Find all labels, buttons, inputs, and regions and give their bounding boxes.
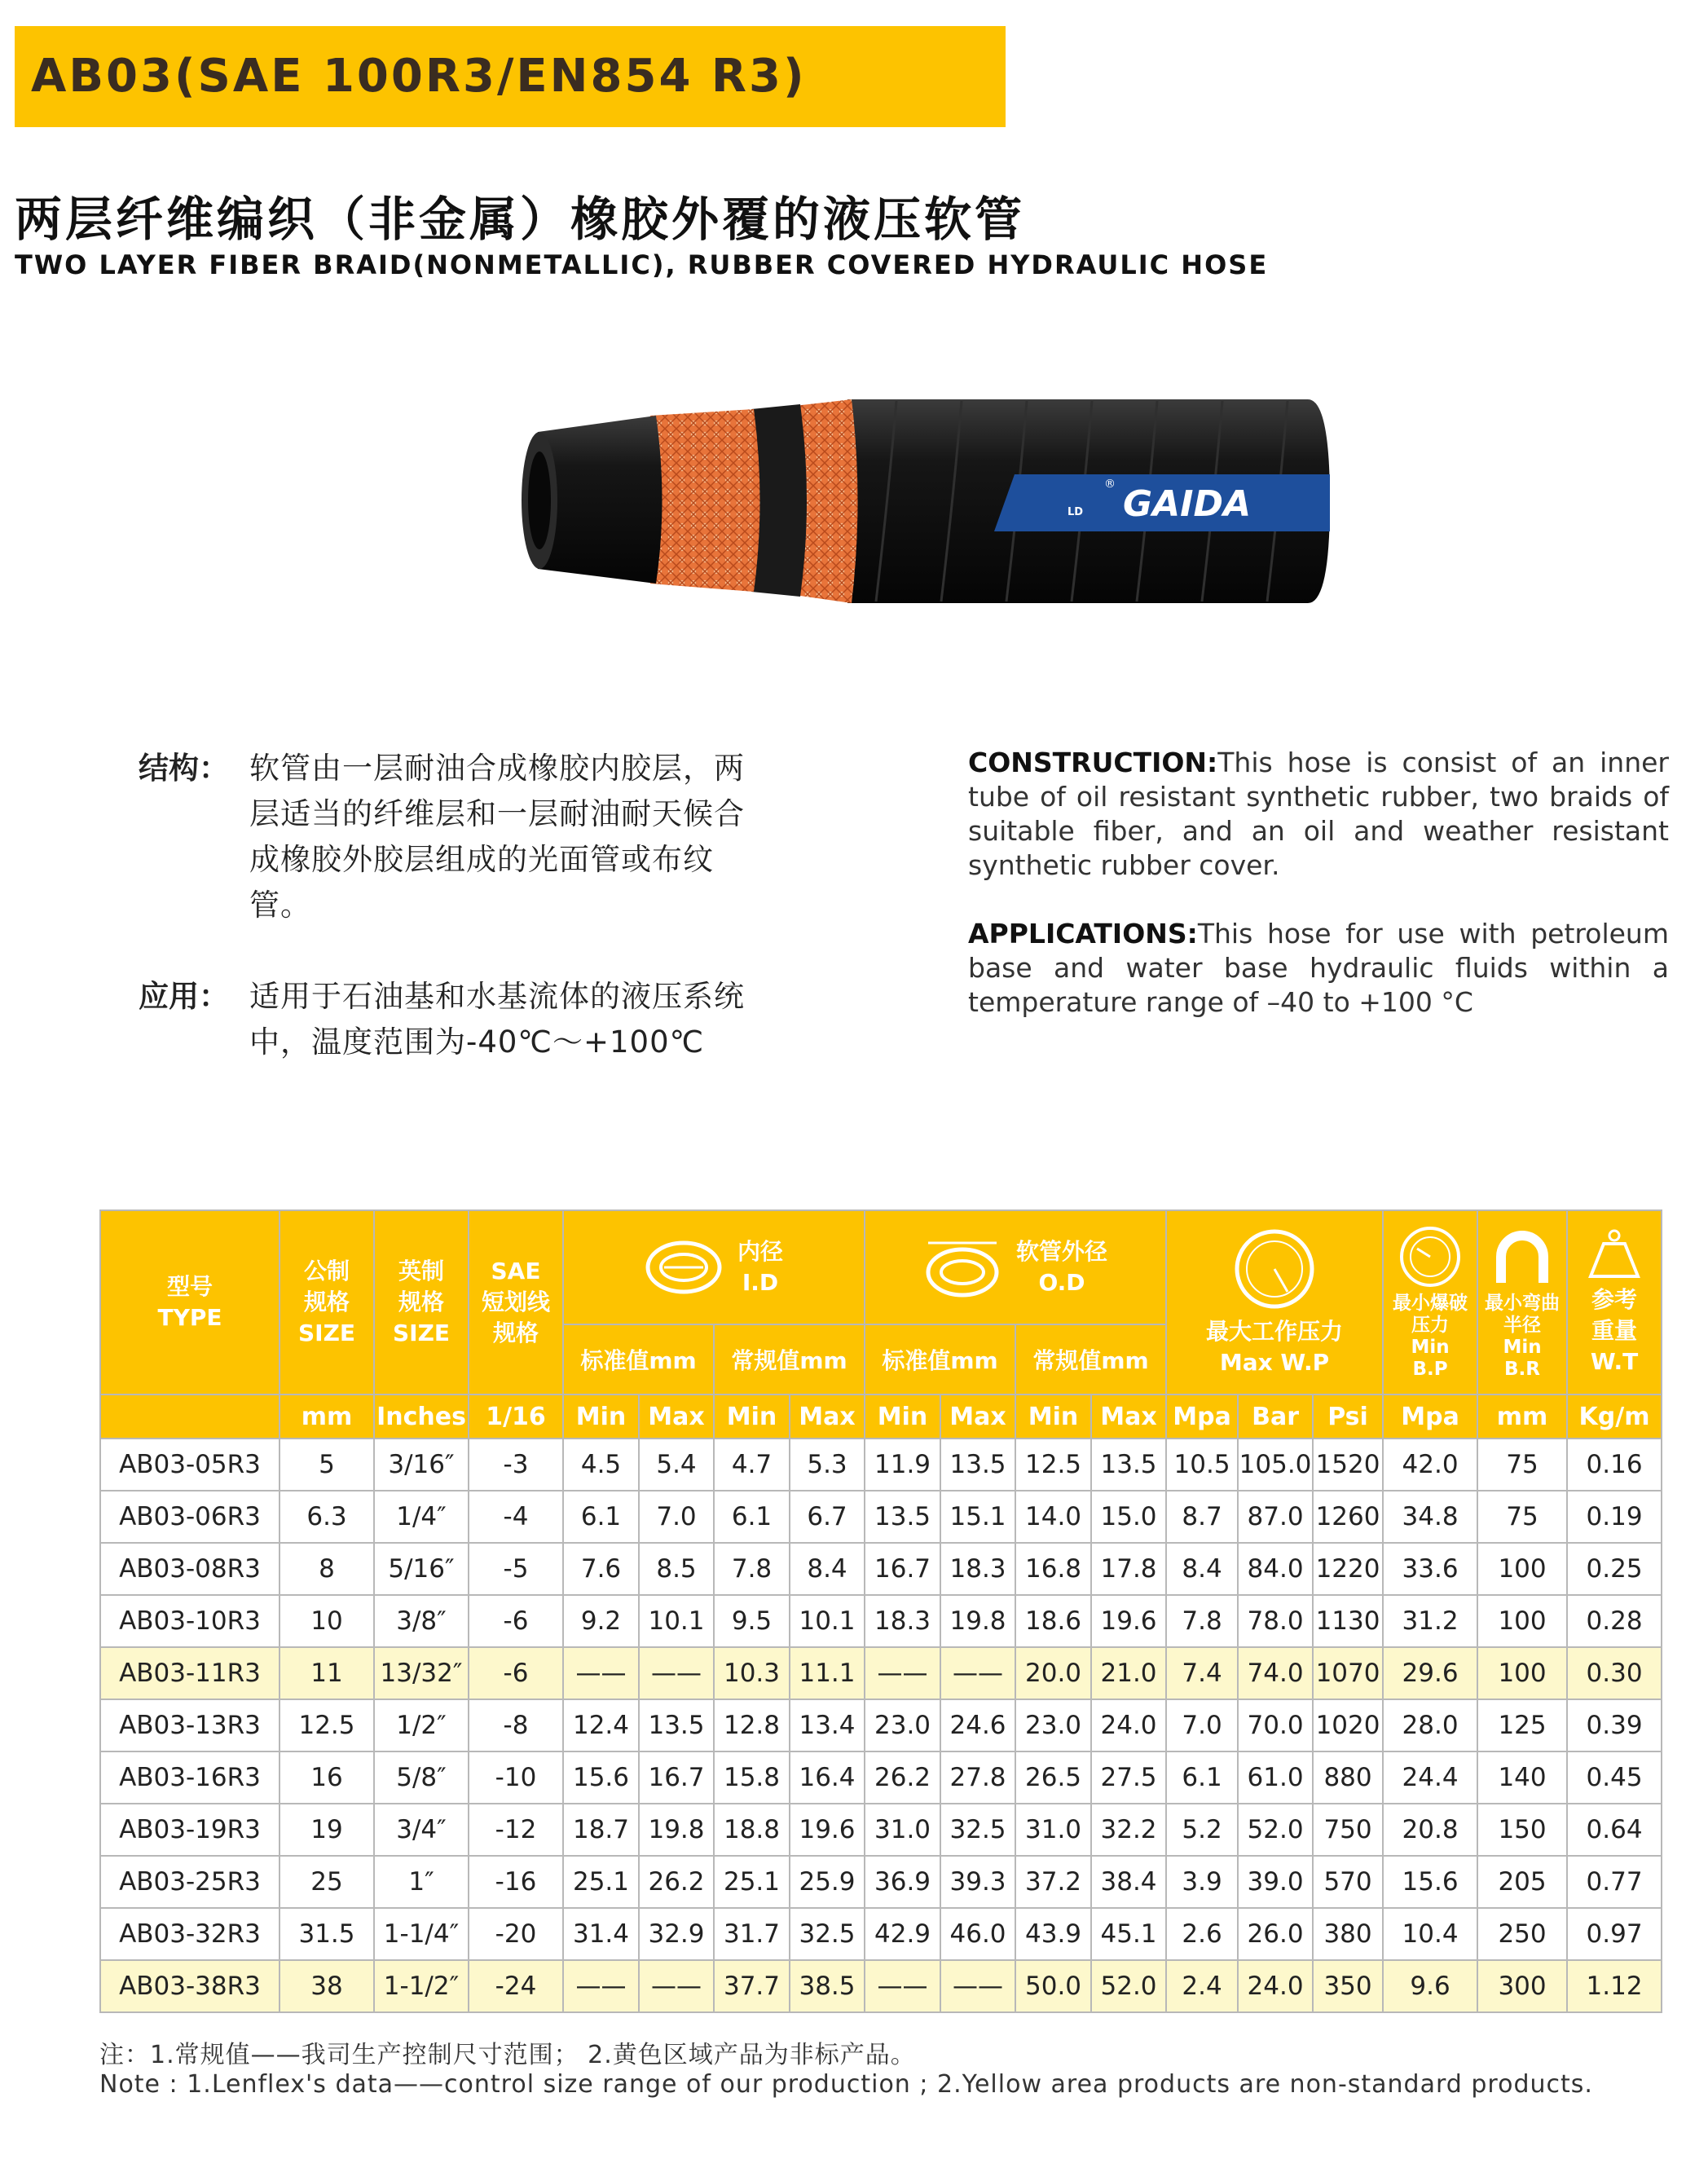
table-cell: -4 xyxy=(469,1491,563,1543)
table-cell: 75 xyxy=(1477,1439,1567,1491)
table-cell: 32.5 xyxy=(790,1908,865,1960)
type-cell: AB03-08R3 xyxy=(100,1543,280,1595)
application-cn-line: 中，温度范围为-40℃～+100℃ xyxy=(249,1024,705,1060)
table-cell: 31.7 xyxy=(714,1908,790,1960)
table-cell: 28.0 xyxy=(1383,1699,1477,1751)
header-od-regular: 常规值mm xyxy=(1015,1324,1166,1395)
table-cell: -5 xyxy=(469,1543,563,1595)
table-cell: 0.64 xyxy=(1567,1804,1662,1856)
applications-en-text: This hose for use with petroleum base and water base hydraulic fluids within a temperature range of –40 to +100 °C xyxy=(968,918,1669,1018)
table-cell: 13.5 xyxy=(1091,1439,1166,1491)
table-cell: 7.8 xyxy=(1166,1595,1238,1647)
table-cell: 0.28 xyxy=(1567,1595,1662,1647)
type-cell: AB03-38R3 xyxy=(100,1960,280,2012)
table-cell: 5.4 xyxy=(639,1439,714,1491)
table-cell: 13.5 xyxy=(940,1439,1015,1491)
table-cell: —— xyxy=(940,1647,1015,1699)
table-cell: 1.12 xyxy=(1567,1960,1662,2012)
table-cell: 42.9 xyxy=(865,1908,940,1960)
table-cell: 3/16″ xyxy=(374,1439,469,1491)
table-cell: 2.6 xyxy=(1166,1908,1238,1960)
table-cell: 0.39 xyxy=(1567,1699,1662,1751)
table-cell: 14.0 xyxy=(1015,1491,1091,1543)
title-banner xyxy=(15,26,1006,127)
table-cell: 1070 xyxy=(1313,1647,1383,1699)
table-cell: 7.8 xyxy=(714,1543,790,1595)
table-cell: 24.4 xyxy=(1383,1751,1477,1804)
table-cell: 10.1 xyxy=(639,1595,714,1647)
table-cell: 6.1 xyxy=(714,1491,790,1543)
unit-cell: Kg/m xyxy=(1567,1395,1662,1439)
table-cell: 52.0 xyxy=(1238,1804,1313,1856)
table-cell: 205 xyxy=(1477,1856,1567,1908)
table-cell: 0.16 xyxy=(1567,1439,1662,1491)
table-cell: 0.19 xyxy=(1567,1491,1662,1543)
pressure-gauge-icon xyxy=(1232,1227,1317,1311)
table-cell: 7.4 xyxy=(1166,1647,1238,1699)
table-cell: 750 xyxy=(1313,1804,1383,1856)
type-cell: AB03-32R3 xyxy=(100,1908,280,1960)
header-od-standard: 标准值mm xyxy=(865,1324,1015,1395)
hose-cutaway-image xyxy=(505,383,1336,619)
table-cell: -12 xyxy=(469,1804,563,1856)
table-row xyxy=(100,1960,1662,2012)
table-cell: 350 xyxy=(1313,1960,1383,2012)
table-cell: 21.0 xyxy=(1091,1647,1166,1699)
header-working-pressure: 最大工作压力 Max W.P xyxy=(1166,1210,1383,1395)
table-cell: 140 xyxy=(1477,1751,1567,1804)
header-size-inch: 英制 规格 SIZE xyxy=(374,1210,469,1395)
unit-cell: Max xyxy=(940,1395,1015,1439)
table-cell: 8.4 xyxy=(1166,1543,1238,1595)
table-row xyxy=(100,1647,1662,1699)
header-bend-radius: 最小弯曲 半径 Min B.R xyxy=(1477,1210,1567,1395)
table-cell: 105.0 xyxy=(1238,1439,1313,1491)
table-cell: 5/8″ xyxy=(374,1751,469,1804)
construction-cn-line: 管。 xyxy=(249,888,311,923)
unit-cell: Min xyxy=(1015,1395,1091,1439)
table-cell: 37.2 xyxy=(1015,1856,1091,1908)
construction-en xyxy=(968,746,1669,883)
spec-table xyxy=(99,1209,1662,2013)
table-cell: 19.8 xyxy=(940,1595,1015,1647)
table-cell: 4.5 xyxy=(563,1439,639,1491)
unit-cell: mm xyxy=(1477,1395,1567,1439)
table-cell: 12.5 xyxy=(280,1699,374,1751)
table-cell: —— xyxy=(563,1960,639,2012)
table-cell: 1-1/2″ xyxy=(374,1960,469,2012)
unit-cell: Bar xyxy=(1238,1395,1313,1439)
table-cell: 10.1 xyxy=(790,1595,865,1647)
table-cell: 3/4″ xyxy=(374,1804,469,1856)
brand-name: GAIDA xyxy=(1123,483,1252,525)
table-cell: 32.9 xyxy=(639,1908,714,1960)
unit-cell: Mpa xyxy=(1166,1395,1238,1439)
type-cell: AB03-13R3 xyxy=(100,1699,280,1751)
table-cell: 12.8 xyxy=(714,1699,790,1751)
table-cell: 26.0 xyxy=(1238,1908,1313,1960)
table-cell: 18.7 xyxy=(563,1804,639,1856)
table-cell: 50.0 xyxy=(1015,1960,1091,2012)
table-row xyxy=(100,1908,1662,1960)
table-cell: 3.9 xyxy=(1166,1856,1238,1908)
svg-text:LD: LD xyxy=(1068,506,1084,518)
bend-radius-icon xyxy=(1490,1224,1555,1289)
header-size-metric: 公制 规格 SIZE xyxy=(280,1210,374,1395)
product-title-cn: 两层纤维编织（非金属）橡胶外覆的液压软管 xyxy=(15,192,1026,247)
table-cell: 1020 xyxy=(1313,1699,1383,1751)
table-cell: 1-1/4″ xyxy=(374,1908,469,1960)
table-cell: 5/16″ xyxy=(374,1543,469,1595)
unit-type-blank xyxy=(100,1395,280,1439)
table-cell: 78.0 xyxy=(1238,1595,1313,1647)
table-cell: 19.6 xyxy=(790,1804,865,1856)
table-cell: 300 xyxy=(1477,1960,1567,2012)
table-cell: 24.0 xyxy=(1091,1699,1166,1751)
table-cell: 9.5 xyxy=(714,1595,790,1647)
table-cell: -3 xyxy=(469,1439,563,1491)
table-cell: 20.8 xyxy=(1383,1804,1477,1856)
inner-diameter-icon xyxy=(645,1235,723,1300)
table-cell: 7.0 xyxy=(639,1491,714,1543)
table-cell: -8 xyxy=(469,1699,563,1751)
table-cell: 5.2 xyxy=(1166,1804,1238,1856)
table-cell: 0.45 xyxy=(1567,1751,1662,1804)
table-cell: 36.9 xyxy=(865,1856,940,1908)
table-cell: 31.0 xyxy=(1015,1804,1091,1856)
construction-cn-label: 结构： xyxy=(139,751,229,786)
table-cell: 45.1 xyxy=(1091,1908,1166,1960)
unit-cell: Mpa xyxy=(1383,1395,1477,1439)
table-cell: 13.5 xyxy=(865,1491,940,1543)
table-cell: 11.1 xyxy=(790,1647,865,1699)
unit-cell: Max xyxy=(639,1395,714,1439)
table-cell: 24.6 xyxy=(940,1699,1015,1751)
table-cell: 3/8″ xyxy=(374,1595,469,1647)
construction-cn-line: 层适当的纤维层和一层耐油耐天候合 xyxy=(249,796,745,831)
table-cell: —— xyxy=(563,1647,639,1699)
table-cell: 1/4″ xyxy=(374,1491,469,1543)
unit-cell: mm xyxy=(280,1395,374,1439)
table-cell: 39.0 xyxy=(1238,1856,1313,1908)
table-cell: -6 xyxy=(469,1595,563,1647)
table-cell: 70.0 xyxy=(1238,1699,1313,1751)
table-cell: 15.6 xyxy=(563,1751,639,1804)
table-cell: 52.0 xyxy=(1091,1960,1166,2012)
table-cell: 1220 xyxy=(1313,1543,1383,1595)
table-cell: 5 xyxy=(280,1439,374,1491)
table-cell: 18.8 xyxy=(714,1804,790,1856)
table-row xyxy=(100,1751,1662,1804)
table-cell: 11.9 xyxy=(865,1439,940,1491)
table-cell: 46.0 xyxy=(940,1908,1015,1960)
header-burst-pressure: 最小爆破 压力 Min B.P xyxy=(1383,1210,1477,1395)
table-cell: 31.2 xyxy=(1383,1595,1477,1647)
table-cell: 18.6 xyxy=(1015,1595,1091,1647)
table-cell: 6.1 xyxy=(563,1491,639,1543)
application-cn-label: 应用： xyxy=(139,979,229,1014)
table-cell: —— xyxy=(865,1647,940,1699)
type-cell: AB03-25R3 xyxy=(100,1856,280,1908)
table-cell: 100 xyxy=(1477,1595,1567,1647)
table-row xyxy=(100,1543,1662,1595)
table-cell: 16.7 xyxy=(865,1543,940,1595)
table-cell: 1″ xyxy=(374,1856,469,1908)
table-cell: 27.5 xyxy=(1091,1751,1166,1804)
table-cell: 20.0 xyxy=(1015,1647,1091,1699)
spec-table-body xyxy=(100,1439,1662,2012)
applications-en-label: APPLICATIONS: xyxy=(968,918,1198,950)
table-cell: 0.25 xyxy=(1567,1543,1662,1595)
unit-cell: Max xyxy=(790,1395,865,1439)
header-od: 软管外径 O.D xyxy=(865,1210,1166,1324)
table-cell: 9.6 xyxy=(1383,1960,1477,2012)
table-cell: 31.5 xyxy=(280,1908,374,1960)
table-cell: —— xyxy=(639,1647,714,1699)
table-cell: 0.30 xyxy=(1567,1647,1662,1699)
application-cn-line: 适用于石油基和水基流体的液压系统 xyxy=(249,979,745,1014)
header-weight: 参考 重量 W.T xyxy=(1567,1210,1662,1395)
table-cell: 25.1 xyxy=(714,1856,790,1908)
table-cell: 6.7 xyxy=(790,1491,865,1543)
table-cell: 15.0 xyxy=(1091,1491,1166,1543)
table-cell: 1260 xyxy=(1313,1491,1383,1543)
unit-cell: Psi xyxy=(1313,1395,1383,1439)
table-cell: 5.3 xyxy=(790,1439,865,1491)
type-cell: AB03-19R3 xyxy=(100,1804,280,1856)
table-cell: 19 xyxy=(280,1804,374,1856)
table-cell: 74.0 xyxy=(1238,1647,1313,1699)
construction-en-text: This hose is consist of an inner tube of oil resistant synthetic rubber, two braids of suitable fiber, and an oil and weather resistant synthetic rubber cover. xyxy=(968,747,1669,881)
table-row xyxy=(100,1439,1662,1491)
table-cell: 13/32″ xyxy=(374,1647,469,1699)
table-cell: 10 xyxy=(280,1595,374,1647)
table-cell: 13.5 xyxy=(639,1699,714,1751)
table-cell: 16 xyxy=(280,1751,374,1804)
table-cell: —— xyxy=(639,1960,714,2012)
type-cell: AB03-05R3 xyxy=(100,1439,280,1491)
table-row xyxy=(100,1804,1662,1856)
table-cell: 17.8 xyxy=(1091,1543,1166,1595)
product-title-en: TWO LAYER FIBER BRAID(NONMETALLIC), RUBBER COVERED HYDRAULIC HOSE xyxy=(15,249,1269,280)
table-cell: 0.97 xyxy=(1567,1908,1662,1960)
table-cell: 6.1 xyxy=(1166,1751,1238,1804)
table-cell: 570 xyxy=(1313,1856,1383,1908)
table-cell: -16 xyxy=(469,1856,563,1908)
table-cell: 100 xyxy=(1477,1543,1567,1595)
construction-cn-line: 软管由一层耐油合成橡胶内胶层，两 xyxy=(249,751,745,786)
table-cell: 29.6 xyxy=(1383,1647,1477,1699)
table-cell: 26.5 xyxy=(1015,1751,1091,1804)
unit-cell: Min xyxy=(563,1395,639,1439)
table-cell: -20 xyxy=(469,1908,563,1960)
table-cell: 87.0 xyxy=(1238,1491,1313,1543)
table-cell: 75 xyxy=(1477,1491,1567,1543)
table-cell: 16.7 xyxy=(639,1751,714,1804)
table-cell: 2.4 xyxy=(1166,1960,1238,2012)
header-id-regular: 常规值mm xyxy=(714,1324,865,1395)
table-cell: 31.4 xyxy=(563,1908,639,1960)
table-cell: —— xyxy=(865,1960,940,2012)
table-cell: 1/2″ xyxy=(374,1699,469,1751)
table-cell: 13.4 xyxy=(790,1699,865,1751)
table-cell: 16.8 xyxy=(1015,1543,1091,1595)
table-cell: 26.2 xyxy=(865,1751,940,1804)
table-cell: 250 xyxy=(1477,1908,1567,1960)
table-cell: 16.4 xyxy=(790,1751,865,1804)
model-title: AB03(SAE 100R3/EN854 R3) xyxy=(31,50,807,103)
table-cell: 100 xyxy=(1477,1647,1567,1699)
applications-en xyxy=(968,917,1669,1020)
table-cell: 18.3 xyxy=(865,1595,940,1647)
table-cell: 23.0 xyxy=(1015,1699,1091,1751)
unit-cell: Max xyxy=(1091,1395,1166,1439)
table-cell: 15.6 xyxy=(1383,1856,1477,1908)
table-cell: 25 xyxy=(280,1856,374,1908)
type-cell: AB03-06R3 xyxy=(100,1491,280,1543)
construction-en-label: CONSTRUCTION: xyxy=(968,747,1218,778)
table-cell: 39.3 xyxy=(940,1856,1015,1908)
table-cell: 150 xyxy=(1477,1804,1567,1856)
table-cell: 84.0 xyxy=(1238,1543,1313,1595)
table-cell: 880 xyxy=(1313,1751,1383,1804)
construction-cn-line: 成橡胶外胶层组成的光面管或布纹 xyxy=(249,842,714,877)
table-cell: 38.4 xyxy=(1091,1856,1166,1908)
type-cell: AB03-10R3 xyxy=(100,1595,280,1647)
table-cell: 24.0 xyxy=(1238,1960,1313,2012)
table-cell: 26.2 xyxy=(639,1856,714,1908)
table-cell: 1520 xyxy=(1313,1439,1383,1491)
table-cell: 31.0 xyxy=(865,1804,940,1856)
weight-icon xyxy=(1586,1227,1643,1281)
table-cell: 32.5 xyxy=(940,1804,1015,1856)
table-cell: 32.2 xyxy=(1091,1804,1166,1856)
unit-cell: Inches xyxy=(374,1395,469,1439)
table-cell: 1130 xyxy=(1313,1595,1383,1647)
table-cell: 8 xyxy=(280,1543,374,1595)
table-cell: 18.3 xyxy=(940,1543,1015,1595)
note-cn: 注：1.常规值——我司生产控制尺寸范围； 2.黄色区域产品为非标产品。 xyxy=(99,2041,916,2069)
table-cell: 25.1 xyxy=(563,1856,639,1908)
type-cell: AB03-11R3 xyxy=(100,1647,280,1699)
outer-diameter-icon xyxy=(923,1235,1001,1300)
unit-cell: 1/16 xyxy=(469,1395,563,1439)
table-cell: 15.8 xyxy=(714,1751,790,1804)
table-cell: 12.5 xyxy=(1015,1439,1091,1491)
table-cell: 38 xyxy=(280,1960,374,2012)
table-cell: 38.5 xyxy=(790,1960,865,2012)
table-cell: 11 xyxy=(280,1647,374,1699)
table-cell: -24 xyxy=(469,1960,563,2012)
table-row xyxy=(100,1856,1662,1908)
header-type: 型号 TYPE xyxy=(100,1210,280,1395)
type-cell: AB03-16R3 xyxy=(100,1751,280,1804)
table-cell: 380 xyxy=(1313,1908,1383,1960)
registered-mark: ® xyxy=(1104,478,1116,491)
table-cell: 34.8 xyxy=(1383,1491,1477,1543)
table-cell: 6.3 xyxy=(280,1491,374,1543)
table-cell: 8.7 xyxy=(1166,1491,1238,1543)
construction-cn xyxy=(139,746,847,928)
table-cell: 25.9 xyxy=(790,1856,865,1908)
table-cell: 15.1 xyxy=(940,1491,1015,1543)
table-cell: —— xyxy=(940,1960,1015,2012)
table-row xyxy=(100,1491,1662,1543)
table-cell: 27.8 xyxy=(940,1751,1015,1804)
header-sae-dash: SAE 短划线 规格 xyxy=(469,1210,563,1395)
table-cell: 8.5 xyxy=(639,1543,714,1595)
table-cell: 42.0 xyxy=(1383,1439,1477,1491)
table-cell: 61.0 xyxy=(1238,1751,1313,1804)
table-cell: 8.4 xyxy=(790,1543,865,1595)
header-id-standard: 标准值mm xyxy=(563,1324,714,1395)
application-cn xyxy=(139,974,847,1065)
table-cell: 12.4 xyxy=(563,1699,639,1751)
table-cell: 125 xyxy=(1477,1699,1567,1751)
table-cell: 10.4 xyxy=(1383,1908,1477,1960)
table-row xyxy=(100,1699,1662,1751)
table-cell: 19.8 xyxy=(639,1804,714,1856)
note-en: Note : 1.Lenflex's data——control size range of our production ; 2.Yellow area products are non-standard products. xyxy=(99,2070,1593,2099)
table-cell: 19.6 xyxy=(1091,1595,1166,1647)
table-cell: 10.5 xyxy=(1166,1439,1238,1491)
burst-gauge-icon xyxy=(1398,1224,1463,1289)
table-cell: 4.7 xyxy=(714,1439,790,1491)
units-row xyxy=(100,1395,1662,1439)
unit-cell: Min xyxy=(865,1395,940,1439)
table-cell: 9.2 xyxy=(563,1595,639,1647)
header-id: 内径 I.D xyxy=(563,1210,865,1324)
table-cell: 10.3 xyxy=(714,1647,790,1699)
table-cell: -10 xyxy=(469,1751,563,1804)
table-cell: -6 xyxy=(469,1647,563,1699)
table-cell: 7.6 xyxy=(563,1543,639,1595)
table-cell: 37.7 xyxy=(714,1960,790,2012)
table-cell: 7.0 xyxy=(1166,1699,1238,1751)
unit-cell: Min xyxy=(714,1395,790,1439)
table-cell: 43.9 xyxy=(1015,1908,1091,1960)
table-row xyxy=(100,1595,1662,1647)
table-cell: 23.0 xyxy=(865,1699,940,1751)
table-cell: 33.6 xyxy=(1383,1543,1477,1595)
table-cell: 0.77 xyxy=(1567,1856,1662,1908)
